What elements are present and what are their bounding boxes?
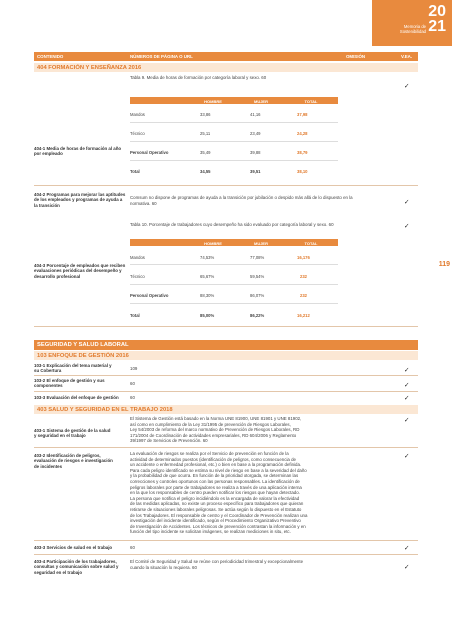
table-header (34, 52, 418, 61)
t10-cell: 86,22% (250, 313, 265, 318)
report-year: 20 21 (428, 3, 446, 35)
t9-cell: 25,11 (200, 131, 211, 136)
t9-cell: 33,86 (200, 112, 211, 117)
row-text-103-3: 60 (130, 395, 135, 400)
row-label-403-3: 403-3 Servicios de salud en el trabajo (34, 545, 113, 550)
t10-row-name: Mandos (130, 255, 145, 260)
report-title: Memoria de Sostenibilidad (399, 24, 426, 34)
check-icon: ✓ (404, 453, 410, 460)
t10-cell: 16,212 (297, 313, 310, 318)
t10-cell: 77,08% (250, 255, 265, 260)
t10-row-name: Técnico (130, 274, 145, 279)
t9-cell: 39,51 (250, 169, 261, 174)
row-label-404-3: 404-3 Porcentaje de empleados que reciben evaluaciones periódicas del desempeño y desarrollo profesional (34, 263, 126, 279)
table9-header: HOMBRE MUJER TOTAL (130, 97, 338, 104)
check-icon: ✓ (404, 223, 410, 230)
table10-caption: Tabla 10. Porcentaje de trabajadores cuyo desempeño ha sido evaluado por categoría laboral y sexo. 60 (130, 222, 334, 227)
section-403: 403 SALUD Y SEGURIDAD EN EL TRABAJO 2018 (34, 405, 418, 414)
t10-cell: 232 (300, 293, 307, 298)
t9-cell: 34,55 (200, 169, 211, 174)
table10-header: HOMBRE MUJER TOTAL (130, 239, 338, 246)
table9-caption: Tabla 9. Media de horas de formación por categoría laboral y sexo. 60 (130, 75, 267, 80)
t9-cell: 41,16 (250, 112, 261, 117)
t9-row-name: Técnico (130, 131, 145, 136)
t10-cell: 85,00% (200, 313, 215, 318)
t10-cell: 16,176 (297, 255, 310, 260)
header-contenido: CONTENIDO (37, 54, 64, 59)
row-text-403-1: El Sistema de Gestión está basado en la Norma UNE 81900, UNE 81901 y UNE 81902, así como en cumplimiento de la Ley 31/1995 de prevención de Riesgos Laborales, Ley 54/2003 de reforma del marco normativo de Prevención de Riesgos Laborales, RD 171/2004 de Coordinación de actividades empresariales, RD 604/2006 y Reglamento 39/1997 de Servicios de Prevención. 60 (130, 416, 302, 444)
t9-row-name: Mandos (130, 112, 145, 117)
t10-cell: 65,67% (200, 274, 215, 279)
t10-cell: 74,53% (200, 255, 215, 260)
row-label-103-3: 103-3 Evaluación del enfoque de gestión (34, 395, 119, 400)
page-number: 119 (438, 261, 450, 268)
check-icon: ✓ (404, 564, 410, 571)
t9-cell: 37,98 (297, 112, 308, 117)
row-text-404-2: Comsum no dispone de programas de ayuda a la transición por jubilación o despido más allá de lo dispuesto en la normativa. 60 (130, 195, 353, 206)
t9-cell: 24,28 (297, 131, 308, 136)
row-text-403-2: La evaluación de riesgos se realiza por el Servicio de prevención en función de la actividad de determinados puestos (identificación de peligros, como consecuencia de un accidente o enfermedad profesional, etc.) o bien en base a la programación definida. Para cada peligro identificado se estima su nivel de riesgo en base a la severidad del daño y la probabilidad de que ocurra. En función de la prioridad otorgada, se determinan las correcciones y controles oportunos con las personas responsables. La identificación de peligros laborales por parte de trabajadores se realiza a través de una aplicación interna en la que los responsables de centro pueden notificar los riesgos que hayan detectado. La persona que notifica el peligro incidiéndolo es la encargada de valorar la efectividad de las medidas aplicadas, no existe un proceso específico para trabajadores que quieran retirarse de situaciones laborales peligrosas. Se actúa según lo dispuesto en el Estatuto de los Trabajadores. El responsable de centro y el Coordinador de Prevención realizan una investigación del incidente identificado, según el Procedimiento Organizativo Preventivo de Investigación de Accidentes. Los técnicos de prevención contrastan la información y en función del tipo incidente se solicitan imágenes, se realizan mediciones in situ, etc. (130, 451, 308, 535)
row-label-403-2: 403-2 Identificación de peligros, evaluación de riesgos e investigación de incidentes (34, 453, 113, 469)
row-label-103-1: 103-1 Explicación del tema material y su Cobertura (34, 363, 112, 374)
t9-row-name: Personal Operativo (130, 150, 169, 155)
header-vea: V.EA. (401, 54, 413, 59)
check-icon: ✓ (404, 417, 410, 424)
row-text-103-2: 60 (130, 381, 135, 386)
t9-row-name: Total (130, 169, 140, 174)
t10-cell: 232 (300, 274, 307, 279)
check-icon: ✓ (404, 395, 410, 402)
check-icon: ✓ (404, 545, 410, 552)
t9-cell: 23,49 (250, 131, 261, 136)
row-label-403-1: 403-1 Sistema de gestión de la salud y seguridad en el trabajo (34, 428, 111, 439)
t9-cell: 38,79 (297, 150, 308, 155)
t10-cell: 86,07% (250, 293, 265, 298)
row-text-103-1: 109 (130, 366, 138, 371)
check-icon: ✓ (404, 367, 410, 374)
t10-row-name: Personal Operativo (130, 293, 169, 298)
row-text-403-4: El Comité de Seguridad y Salud se reúne con periodicidad trimestral y excepcionalmente cuando la situación lo requiera. 60 (130, 559, 304, 570)
t9-cell: 39,88 (250, 150, 261, 155)
t9-cell: 38,10 (297, 169, 308, 174)
t10-cell: 88,30% (200, 293, 215, 298)
section-404: 404 FORMACIÓN Y ENSEÑANZA 2016 (34, 63, 418, 72)
row-text-403-3: 60 (130, 545, 135, 550)
row-label-103-2: 103-2 El enfoque de gestión y sus componentes (34, 378, 105, 389)
check-icon: ✓ (404, 83, 410, 90)
t10-cell: 59,54% (250, 274, 265, 279)
section-103: 103 ENFOQUE DE GESTIÓN 2016 (34, 351, 418, 360)
check-icon: ✓ (404, 199, 410, 206)
row-label-403-4: 403-4 Participación de los trabajadores, consultas y comunicación sobre salud y seguridad en el trabajo (34, 559, 119, 575)
section-ssl: SEGURIDAD Y SALUD LABORAL (34, 340, 418, 350)
report-badge (372, 0, 452, 46)
header-omision: OMISIÓN (346, 54, 366, 59)
row-label-404-1: 404-1 Media de horas de formación al año por empleado (34, 146, 122, 157)
row-label-404-2: 404-2 Programas para mejorar las aptitudes de los empleados y programas de ayuda a la transición (34, 192, 126, 208)
check-icon: ✓ (404, 382, 410, 389)
t9-cell: 35,49 (200, 150, 211, 155)
header-paginas: NÚMEROS DE PÁGINA O URL (130, 54, 193, 59)
t10-row-name: Total (130, 313, 140, 318)
